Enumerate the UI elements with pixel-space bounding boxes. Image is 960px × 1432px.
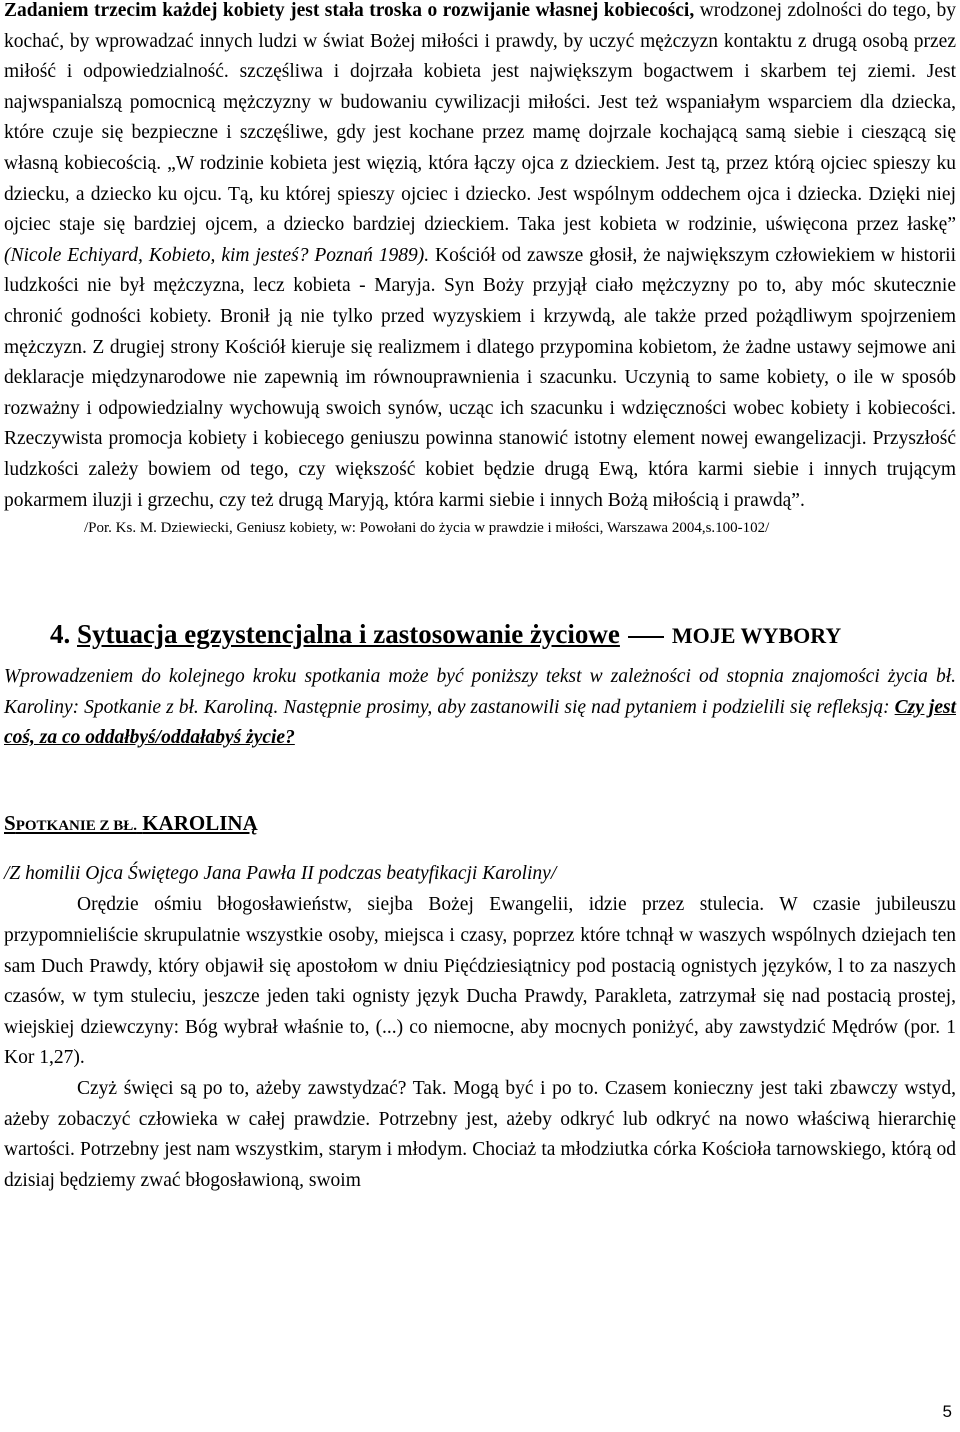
meeting-heading <box>4 808 956 841</box>
intro-text: Wprowadzeniem do kolejnego kroku spotkania może być poniższy tekst w zależności od stopnia znajomości życia bł. Karoliny: Spotkanie z bł. Karoliną. Następnie prosimy, aby zastanowili się nad pytaniem i podzielili się refleksją: <box>4 666 956 718</box>
section-subtitle: MOJE WYBORY <box>671 623 842 649</box>
document-page <box>4 0 956 1432</box>
heading-initial: S <box>4 810 16 835</box>
section-number: 4. <box>50 619 71 650</box>
homily-paragraph-1: Orędzie ośmiu błogosławieństw, siejba Bożej Ewangelii, idzie przez stulecia. W czasie jubileuszu przypomnieliście skrupulatnie wszystkie osoby, miejsca i czasy, poprzez które tchnął w waszych wspólnych dziejach ten sam Duch Prawdy, który objawił się apostołom w dniu Pięćdziesiątnicy pod postacią ognistych języków, l to za naszych czasów, w tym stuleciu, jeszcze jeden taki ognisty język Ducha Prawdy, Parakleta, zatrzymał się nad postacią prostej, wiejskiej dziewczyny: Bóg wybrał właśnie to, (...) co niemocne, aby mocnych poniżyć, aby zawstydzić Mędrów (por. 1 Kor 1,27). <box>4 894 956 1069</box>
heading-dash <box>628 636 664 638</box>
paragraph-tail: Kościół od zawsze głosił, że największym człowiekiem w historii ludzkości nie był mężczyzna, lecz kobieta - Maryja. Syn Boży przyjął ciało mężczyzny po to, aby móc skutecznie chronić godności kobiety. Bronił ją nie tylko przed wyzyskiem i krzywdą, ale także przed pożądliwym spojrzeniem mężczyzn. Z drugiej strony Kościół kieruje się realizmem i dlatego przypomina kobietom, że żadne ustawy sejmowe ani deklaracje międzynarodowe nie zapewnią im równouprawnienia i szacunku. Uczynią to same kobiety, o ile w sposób rozważny i odpowiedzialny wychowują swoich synów, ucząc ich szacunku i wdzięczności wobec kobiety i kobiecości. Rzeczywista promocja kobiety i kobiecego geniuszu powinna stanowić istotny element nowej ewangelizacji. Przyszłość ludzkości zależy bowiem od tego, czy większość kobiet będzie drugą Ewą, która karmi siebie i innych trującym pokarmem iluzji i grzechu, czy też drugą Maryją, która karmi siebie i innych Bożą miłością i prawdą”. <box>4 244 957 511</box>
quote-source: (Nicole Echiyard, Kobieto, kim jesteś? Poznań 1989). <box>4 244 430 266</box>
article-citation: /Por. Ks. M. Dziewiecki, Geniusz kobiety, w: Powołani do życia w prawdzie i miłości, Warszawa 2004,s.100-102/ <box>84 520 770 537</box>
homily-paragraph-2: Czyż święci są po to, ażeby zawstydzać? Tak. Mogą być i po to. Czasem konieczny jest taki zbawczy wstyd, ażeby zobaczyć człowieka w całej prawdzie. Potrzebny jest, ażeby odkryć lub odkryć na nowo właściwą hierarchię wartości. Potrzebny jest nam wszystkim, starym i młodym. Chociaż ta młodziutka córka Kościoła tarnowskiego, którą od dzisiaj będziemy zwać błogosławioną, swoim <box>4 1078 956 1191</box>
article-paragraph <box>4 0 956 516</box>
section-title: Sytuacja egzystencjalna i zastosowanie życiowe <box>77 619 620 650</box>
section-heading <box>4 616 956 654</box>
reflection-question: Czy jest coś, za co oddałbyś/oddałabyś życie? <box>4 696 957 749</box>
heading-smallcaps: POTKANIE Z BŁ. <box>15 817 137 834</box>
paragraph-body: wrodzonej zdolności do tego, by kochać, by wprowadzać innych ludzi w świat Bożej miłości i prawdy, by uczyć mężczyzn kontaktu z drugą osobą przez miłość i odpowiedzialność. szczęśliwa i dojrzała kobieta jest największym bogactwem i skarbem tej ziemi. Jest najwspanialszą pomocnicą mężczyzny w budowaniu cywilizacji miłości. Jest też wspaniałym wsparciem dla dziecka, które czuje się bezpieczne i szczęśliwe, gdy jest kochane przez mamę dojrzale kochającą samą siebie i cieszącą się własną kobiecością. „W rodzinie kobieta jest więzią, która łączy ojca z dzieckiem. Jest tą, przez którą ojciec spieszy ku dziecku, a dziecko ku ojcu. Tą, ku której spieszy ojciec i dziecko. Jest wspólnym oddechem ojca i dziecka. Dzięki niej ojciec staje się bardziej ojcem, a dziecko bardziej dzieckiem. Taka jest kobieta w rodzinie, uświęcona przez łaskę” <box>4 0 956 236</box>
section-intro <box>4 662 956 754</box>
paragraph-lead: Zadaniem trzecim każdej kobiety jest stała troska o rozwijanie własnej kobiecości, <box>4 0 695 21</box>
heading-name: KAROLINĄ <box>142 810 258 835</box>
homily-source: /Z homilii Ojca Świętego Jana Pawła II podczas beatyfikacji Karoliny/ <box>4 862 557 884</box>
page-number: 5 <box>942 1402 952 1421</box>
